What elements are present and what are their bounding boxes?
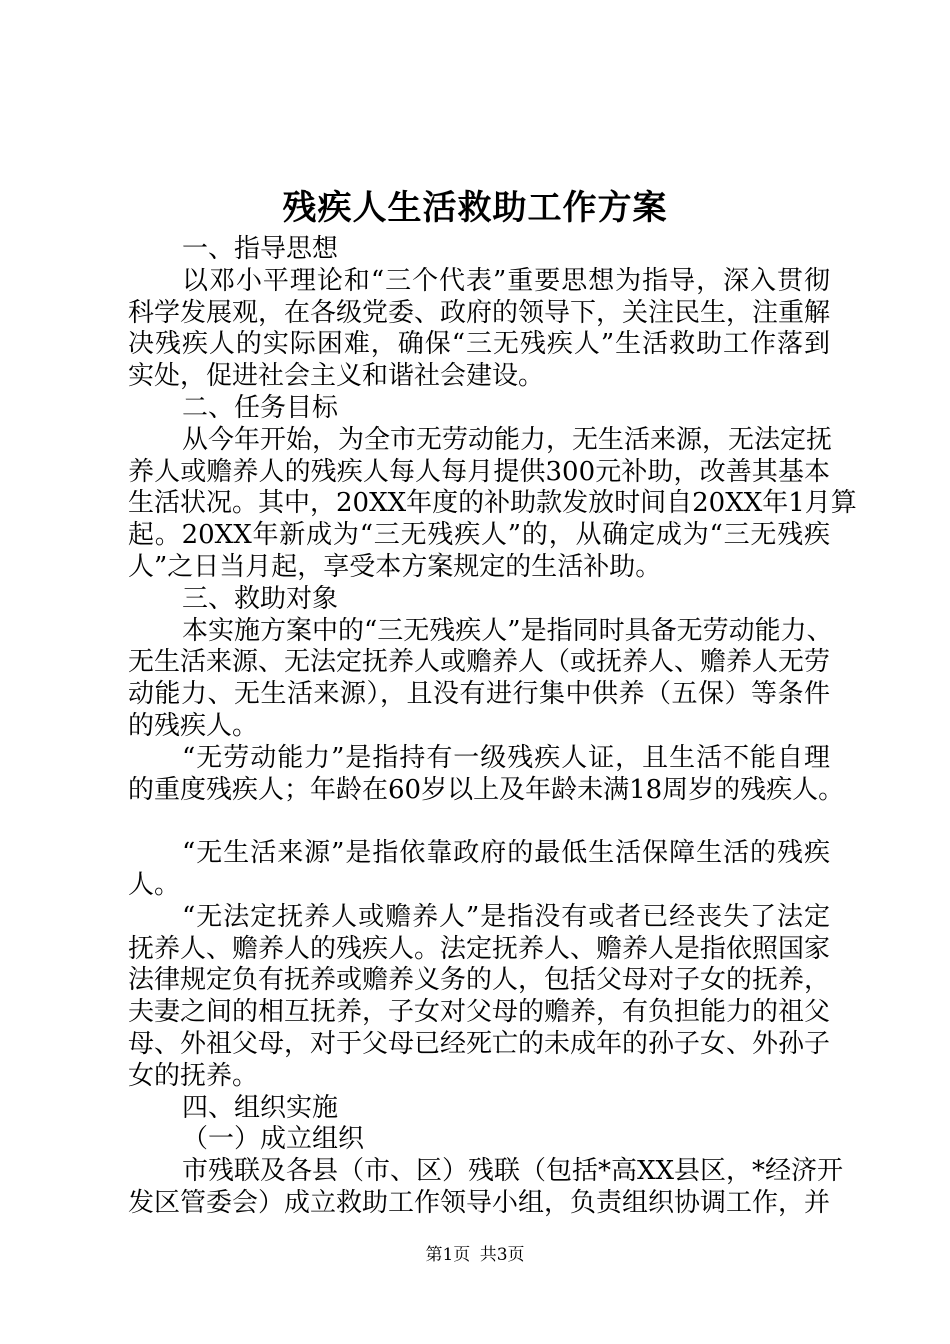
text-line: “无生活来源”是指依靠政府的最低生活保障生活的残疾: [182, 838, 830, 869]
page-number: 第1页: [425, 1245, 471, 1265]
text-line: 生活状况。其中，20XX年度的补助款发放时间自20XX年1月算: [128, 488, 857, 519]
text-line: 抚养人、赡养人的残疾人。法定抚养人、赡养人是指依照国家: [128, 933, 831, 964]
text-line: 女的抚养。: [128, 1060, 259, 1091]
document-body: [128, 234, 857, 1220]
text-line: 以邓小平理论和“三个代表”重要思想为指导，深入贯彻: [182, 265, 830, 296]
text-line: 四、组织实施: [182, 1092, 339, 1123]
page-total: 共3页: [479, 1245, 525, 1265]
text-line: 动能力、无生活来源），且没有进行集中供养（五保）等条件: [128, 679, 830, 710]
page-footer: [0, 1244, 950, 1266]
text-line: 人”之日当月起，享受本方案规定的生活补助。: [128, 551, 662, 582]
text-line: 夫妻之间的相互抚养，子女对父母的赡养，有负担能力的祖父: [128, 997, 831, 1028]
text-line: 市残联及各县（市、区）残联（包括*高XX县区，*经济开: [182, 1156, 844, 1187]
text-line: 法律规定负有抚养或赡养义务的人，包括父母对子女的抚养，: [128, 965, 831, 996]
text-line: 决残疾人的实际困难，确保“三无残疾人”生活救助工作落到: [128, 329, 830, 360]
text-line: 科学发展观，在各级党委、政府的领导下，关注民生，注重解: [128, 297, 831, 328]
text-line: 一、指导思想: [182, 234, 339, 264]
text-line: 的残疾人。: [128, 710, 259, 741]
text-line: 无生活来源、无法定抚养人或赡养人（或抚养人、赡养人无劳: [128, 647, 831, 678]
text-line: 人。: [128, 869, 181, 900]
text-line: 二、任务目标: [182, 392, 339, 423]
blank-line: [128, 806, 830, 838]
text-line: 的重度残疾人；年龄在60岁以上及年龄未满18周岁的残疾人。: [128, 774, 845, 805]
text-line: 发区管委会）成立救助工作领导小组，负责组织协调工作，并: [128, 1187, 831, 1218]
text-line: 母、外祖父母，对于父母已经死亡的未成年的孙子女、外孙子: [128, 1028, 831, 1059]
text-line: 三、救助对象: [182, 583, 339, 614]
text-line: 实处，促进社会主义和谐社会建设。: [128, 361, 545, 392]
text-line: 本实施方案中的“三无残疾人”是指同时具备无劳动能力、: [182, 615, 833, 646]
text-line: “无劳动能力”是指持有一级残疾人证，且生活不能自理: [182, 742, 830, 773]
document-title: 残疾人生活救助工作方案: [282, 188, 668, 228]
text-line: 从今年开始，为全市无劳动能力，无生活来源，无法定抚: [182, 424, 833, 455]
text-line: 养人或赡养人的残疾人每人每月提供300元补助，改善其基本: [128, 456, 830, 487]
text-line: “无法定抚养人或赡养人”是指没有或者已经丧失了法定: [182, 901, 830, 932]
text-line: （一）成立组织: [182, 1124, 365, 1155]
text-line: 起。20XX年新成为“三无残疾人”的，从确定成为“三无残疾: [128, 520, 830, 551]
